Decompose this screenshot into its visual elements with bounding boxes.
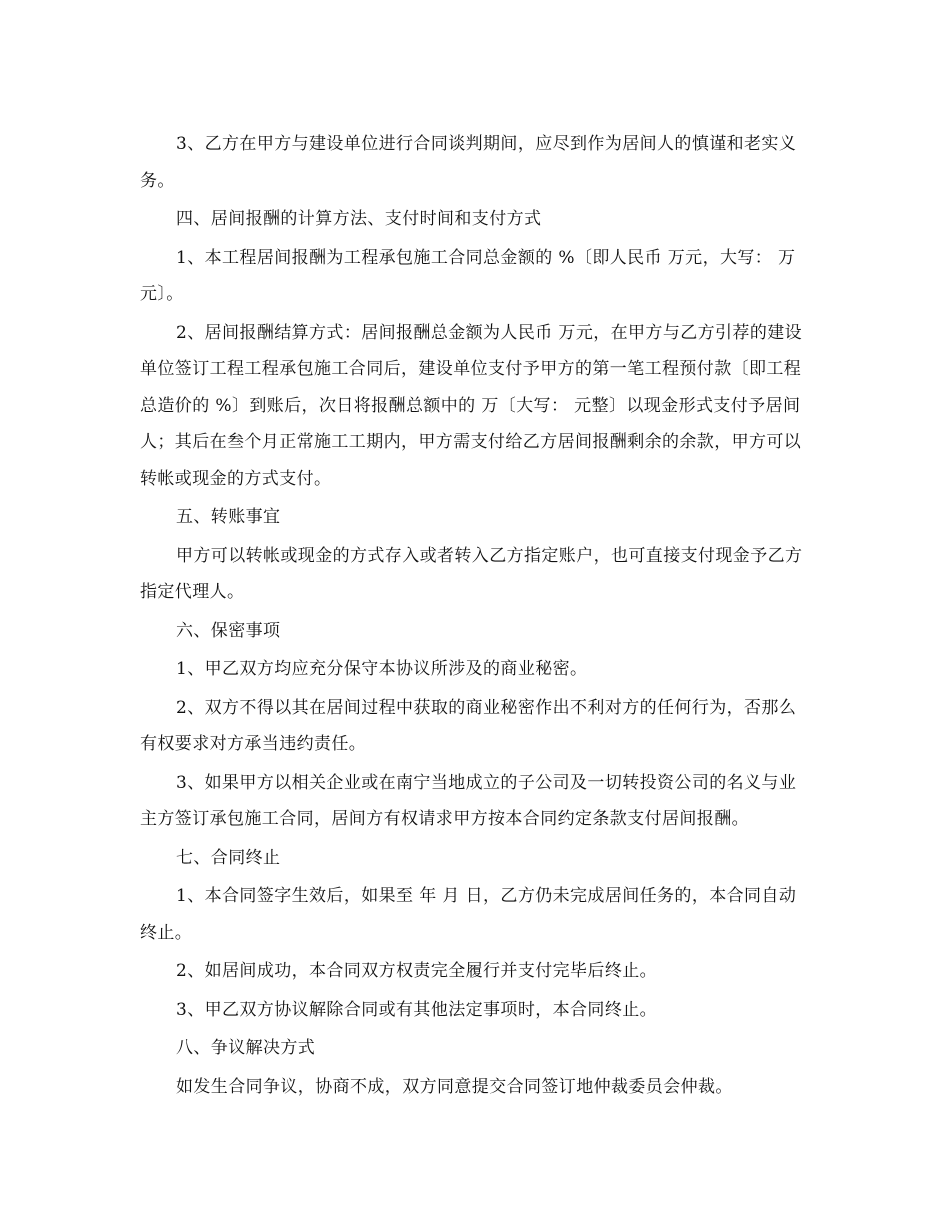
clause-3-diligence-duty: 3、乙方在甲方与建设单位进行合同谈判期间，应尽到作为居间人的慎谨和老实义务。 [140,134,797,191]
section-6-heading: 六、保密事项 [176,620,281,641]
clause-8-arbitration: 如发生合同争议，协商不成，双方同意提交合同签订地仲裁委员会仲裁。 [176,1076,733,1097]
clause-4-2-settlement-method: 2、居间报酬结算方式：居间报酬总金额为人民币 万元，在甲方与乙方引荐的建设单位签订工程工程承包施工合同后，建设单位支付予甲方的第一笔工程预付款〔即工程总造价的 %〕到账后，次日将报酬总额中的 万〔大写： 元整〕以现金形式支付予居间人；其后在叁个月正常施工工期内，甲方需支付给乙方居间报酬剩余的余款，甲方可以转帐或现金的方式支付。 [140,322,803,489]
clause-7-3-mutual-termination: 3、甲乙双方协议解除合同或有其他法定事项时，本合同终止。 [176,999,658,1020]
section-8-heading: 八、争议解决方式 [176,1038,316,1058]
document-body [140,126,812,1107]
section-4-heading: 四、居间报酬的计算方法、支付时间和支付方式 [176,209,542,229]
section-7-heading: 七、合同终止 [176,847,281,868]
clause-7-1-auto-termination: 1、本合同签字生效后，如果至 年 月 日，乙方仍未完成居间任务的，本合同自动终止。 [140,886,797,943]
clause-7-2-completion: 2、如居间成功，本合同双方权责完全履行并支付完毕后终止。 [176,961,658,981]
clause-6-2-no-misuse: 2、双方不得以其在居间过程中获取的商业秘密作出不利对方的任何行为，否那么有权要求对方承当违约责任。 [140,697,797,754]
clause-4-1-remuneration-rate: 1、本工程居间报酬为工程承包施工合同总金额的 %〔即人民币 万元，大写： 万元〕。 [140,247,796,304]
section-5-heading: 五、转账事宜 [176,507,281,527]
clause-6-1-confidentiality: 1、甲乙双方均应充分保守本协议所涉及的商业秘密。 [176,659,588,679]
clause-6-3-affiliates: 3、如果甲方以相关企业或在南宁当地成立的子公司及一切转投资公司的名义与业主方签订承包施工合同，居间方有权请求甲方按本合同约定条款支付居间报酬。 [140,772,797,829]
clause-5-transfer: 甲方可以转帐或现金的方式存入或者转入乙方指定账户，也可直接支付现金予乙方指定代理人。 [140,545,803,602]
